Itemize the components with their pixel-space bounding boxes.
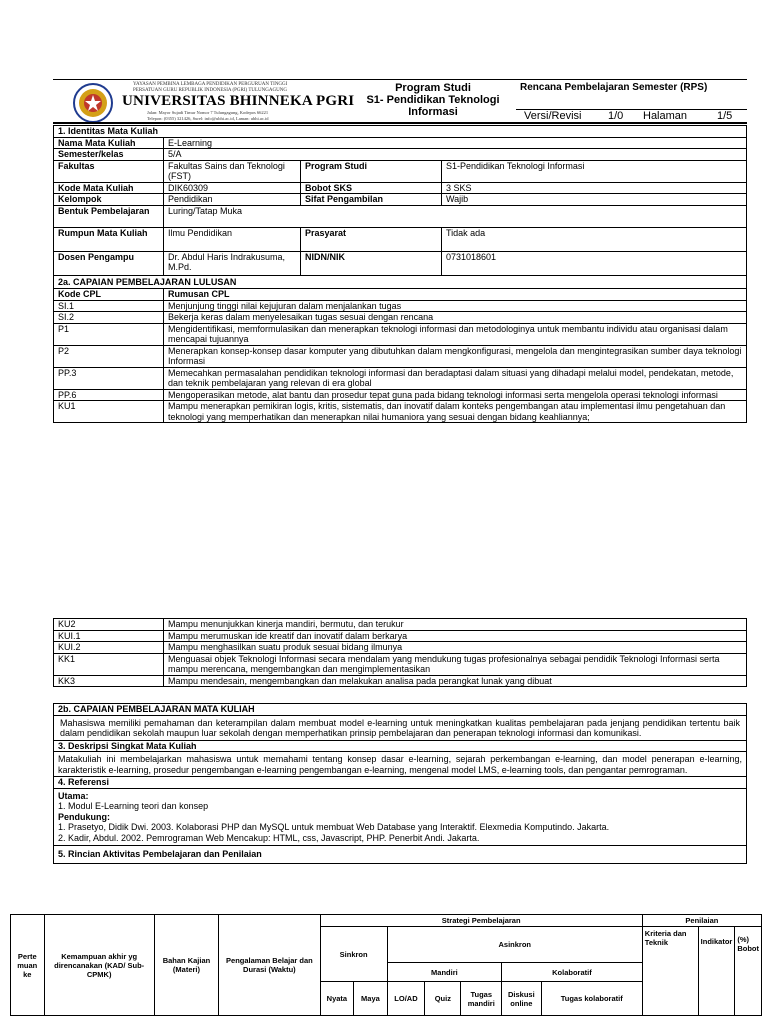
cpl-code: PP.3 xyxy=(54,367,164,389)
col-strategi: Strategi Pembelajaran xyxy=(320,915,642,927)
university-name: UNIVERSITAS BHINNEKA PGRI xyxy=(122,93,355,109)
cpl-rows-page1 xyxy=(54,300,747,423)
program-block: Program Studi S1- Pendidikan Teknologi Informasi xyxy=(366,82,500,118)
referensi-utama-label: Utama: xyxy=(58,790,89,801)
cpl-code: KK1 xyxy=(54,653,164,675)
nidn-value: 0731018601 xyxy=(442,251,747,275)
deskripsi-text: Matakuliah ini membelajarkan mahasiswa untuk memahami tentang konsep dasar e-learning, sejarah perkembangan e-learning, dan model penerapan e-learning, karakteristik e-learning, prosedur pengembangan e-learning pengembangan e-learning, mengenal model LMS, e-learning tools, dan pengantar pemrograman. xyxy=(54,752,747,777)
sks-value: 3 SKS xyxy=(442,182,747,194)
cpl-code: P2 xyxy=(54,345,164,367)
col-diskusi-online: Diskusi online xyxy=(502,982,542,1016)
cpl-continued-table xyxy=(53,618,747,687)
dosen-label: Dosen Pengampu xyxy=(54,251,164,275)
col-kemampuan: Kemampuan akhir yg direncanakan (KAD/ Sub-CPMK) xyxy=(44,915,154,1016)
cpl-text: Mampu mendesain, mengembangkan dan melakukan analisa pada perangkat lunak yang dibuat xyxy=(164,675,747,687)
col-mandiri: Mandiri xyxy=(387,963,501,982)
kode-value: DIK60309 xyxy=(164,182,301,194)
prasyarat-value: Tidak ada xyxy=(442,227,747,251)
col-indikator: Indikator xyxy=(698,927,735,1016)
cpl-code: SI.1 xyxy=(54,300,164,312)
cpl-rows-page2 xyxy=(54,619,747,687)
sks-label: Bobot SKS xyxy=(301,182,442,194)
cpl-row xyxy=(54,401,747,423)
cpl-row xyxy=(54,345,747,367)
cpl-text: Menerapkan konsep-konsep dasar komputer yang dibutuhkan dalam mengkonfigurasi, mengelola dan mengintegrasikan sumber daya teknologi Informasi xyxy=(164,345,747,367)
versi-label: Versi/Revisi xyxy=(524,110,582,122)
cpl-text: Mampu menghasilkan suatu produk sesuai bidang ilmunya xyxy=(164,642,747,654)
nama-value: E-Learning xyxy=(164,137,747,149)
cpl-row xyxy=(54,312,747,324)
fakultas-value: Fakultas Sains dan Teknologi (FST) xyxy=(164,160,301,182)
referensi-pendukung-list xyxy=(58,822,742,843)
section-deskripsi-title: 3. Deskripsi Singkat Mata Kuliah xyxy=(54,740,747,752)
prodi-label: Program Studi xyxy=(301,160,442,182)
cpl-col-rumusan: Rumusan CPL xyxy=(164,289,747,301)
col-tugas-mandiri: Tugas mandiri xyxy=(461,982,502,1016)
prodi-value: S1-Pendidikan Teknologi Informasi xyxy=(442,160,747,182)
cpl-text: Menjunjung tinggi nilai kejujuran dalam menjalankan tugas xyxy=(164,300,747,312)
cpl-text: Mampu merumuskan ide kreatif dan inovatif dalam berkarya xyxy=(164,630,747,642)
nama-label: Nama Mata Kuliah xyxy=(54,137,164,149)
cpl-code: P1 xyxy=(54,323,164,345)
col-bobot: (%) Bobot xyxy=(735,927,762,1016)
col-asinkron: Asinkron xyxy=(387,927,642,963)
version-row xyxy=(516,109,747,123)
header-top-rule xyxy=(53,79,747,80)
sections-table xyxy=(53,703,747,864)
col-pertemuan: Perte muan ke xyxy=(11,915,45,1016)
cpl-text: Mengoperasikan metode, alat bantu dan prosedur tepat guna pada bidang teknologi informasi serta mengelola operasi teknologi informasi xyxy=(164,389,747,401)
halaman-value: 1/5 xyxy=(717,110,733,122)
col-tugas-kolaboratif: Tugas kolaboratif xyxy=(541,982,642,1016)
cpl-code: SI.2 xyxy=(54,312,164,324)
semester-label: Semester/kelas xyxy=(54,149,164,161)
col-load: LO/AD xyxy=(387,982,425,1016)
col-quiz: Quiz xyxy=(425,982,461,1016)
rumpun-value: Ilmu Pendidikan xyxy=(164,227,301,251)
cpl-text: Mampu menerapkan pemikiran logis, kritis, sistematis, dan inovatif dalam konteks pengembangan atau implementasi ilmu pengetahuan dan teknologi yang memperhatikan dan menerapkan nilai humaniora yang sesuai dengan bidang keahliannya; xyxy=(164,401,747,423)
foundation-name: YAYASAN PEMBINA LEMBAGA PENDIDIKAN PERGURUAN TINGGI PERSATUAN GURU REPUBLIK INDONESIA (PGRI) TULUNGAGUNG xyxy=(133,82,288,93)
cpl-row xyxy=(54,653,747,675)
versi-value: 1/0 xyxy=(608,110,624,122)
rumpun-label: Rumpun Mata Kuliah xyxy=(54,227,164,251)
cpl-row xyxy=(54,619,747,631)
col-penilaian: Penilaian xyxy=(642,915,761,927)
cpl-code: PP.6 xyxy=(54,389,164,401)
referensi-pendukung-label: Pendukung: xyxy=(58,811,110,822)
cpl-row xyxy=(54,389,747,401)
col-pengalaman: Pengalaman Belajar dan Durasi (Waktu) xyxy=(219,915,320,1016)
cpl-row xyxy=(54,630,747,642)
referensi-utama-list xyxy=(58,801,742,812)
semester-value: 5/A xyxy=(164,149,747,161)
referensi-body xyxy=(54,788,747,846)
cpl-text: Bekerja keras dalam menyelesaikan tugas sesuai dengan rencana xyxy=(164,312,747,324)
section-rincian-title: 5. Rincian Aktivitas Pembelajaran dan Penilaian xyxy=(54,846,747,864)
bentuk-label: Bentuk Pembelajaran xyxy=(54,205,164,227)
referensi-item: 2. Kadir, Abdul. 2002. Pemrograman Web Mencakup: HTML, css, Javascript, PHP. Penerbit Andi. Jakarta. xyxy=(58,832,480,843)
university-address: Jalan: Mayor Sujadi Timur Nomor 7 Tulungagung, Kodepos 66221 Telepon: (0355) 321426, Surel: info@ubhi.ac.id, Laman: ubhi.ac.id xyxy=(147,110,269,121)
col-maya: Maya xyxy=(354,982,388,1016)
section-referensi-title: 4. Referensi xyxy=(54,777,747,789)
cpl-text: Menguasai objek Teknologi Informasi secara mendalam yang mendukung tugas profesionalnya sebagai pendidik Teknologi Informasi serta mampu merencana, mengembangkan dan mengimplementasikan xyxy=(164,653,747,675)
referensi-item: 1. Modul E-Learning teori dan konsep xyxy=(58,801,209,811)
nidn-label: NIDN/NIK xyxy=(301,251,442,275)
cpl-code: KUI.1 xyxy=(54,630,164,642)
cpl-text: Mengidentifikasi, memformulasikan dan menerapkan teknologi informasi dan metodologinya untuk membantu individu atau organisasi dalam mencapai tujuannya xyxy=(164,323,747,345)
dosen-value: Dr. Abdul Haris Indrakusuma, M.Pd. xyxy=(164,251,301,275)
cpl-code: KK3 xyxy=(54,675,164,687)
cpl-col-kode: Kode CPL xyxy=(54,289,164,301)
cpmk-text: Mahasiswa memiliki pemahaman dan keterampilan dalam membuat model e-learning untuk meningkatkan kualitas pembelajaran pada jenjang pendidikan tertentu baik dalam pendidikan sekolah maupun luar sekolah dengan memperhatikan prinsip pembelajaran dan penerapan teknologi informasi dan komunikasi. xyxy=(54,715,747,740)
identitas-table xyxy=(53,125,747,423)
cpl-row xyxy=(54,300,747,312)
referensi-item: 1. Prasetyo, Didik Dwi. 2003. Kolaborasi PHP dan MySQL untuk membuat Web Database yang Interaktif. Elexmedia Komputindo. Jakarta. xyxy=(58,822,610,832)
university-logo xyxy=(72,82,114,124)
bentuk-value: Luring/Tatap Muka xyxy=(164,205,747,227)
fakultas-label: Fakultas xyxy=(54,160,164,182)
col-kriteria: Kriteria dan Teknik xyxy=(642,927,698,1016)
sifat-label: Sifat Pengambilan xyxy=(301,194,442,206)
cpl-code: KU1 xyxy=(54,401,164,423)
cpl-text: Mampu menunjukkan kinerja mandiri, bermutu, dan terukur xyxy=(164,619,747,631)
col-nyata: Nyata xyxy=(320,982,354,1016)
sifat-value: Wajib xyxy=(442,194,747,206)
col-bahan: Bahan Kajian (Materi) xyxy=(154,915,218,1016)
col-kolaboratif: Kolaboratif xyxy=(502,963,643,982)
header-bottom-rule xyxy=(53,122,747,124)
rps-title: Rencana Pembelajaran Semester (RPS) xyxy=(520,82,708,93)
section-cpl-title: 2a. CAPAIAN PEMBELAJARAN LULUSAN xyxy=(54,275,747,289)
kode-label: Kode Mata Kuliah xyxy=(54,182,164,194)
cpl-row xyxy=(54,323,747,345)
cpl-row xyxy=(54,642,747,654)
section-identitas-title: 1. Identitas Mata Kuliah xyxy=(54,126,747,138)
cpl-row xyxy=(54,367,747,389)
cpl-text: Memecahkan permasalahan pendidikan teknologi informasi dan beradaptasi dalam situasi yang dihadapi melalui model, pendekatan, metode, dan teknik pembelajaran yang relevan di era global xyxy=(164,367,747,389)
prasyarat-label: Prasyarat xyxy=(301,227,442,251)
cpl-code: KUI.2 xyxy=(54,642,164,654)
kelompok-label: Kelompok xyxy=(54,194,164,206)
col-sinkron: Sinkron xyxy=(320,927,387,982)
aktivitas-table xyxy=(10,914,762,1016)
cpl-code: KU2 xyxy=(54,619,164,631)
kelompok-value: Pendidikan xyxy=(164,194,301,206)
section-cpmk-title: 2b. CAPAIAN PEMBELAJARAN MATA KULIAH xyxy=(54,704,747,716)
halaman-label: Halaman xyxy=(643,110,688,122)
cpl-row xyxy=(54,675,747,687)
